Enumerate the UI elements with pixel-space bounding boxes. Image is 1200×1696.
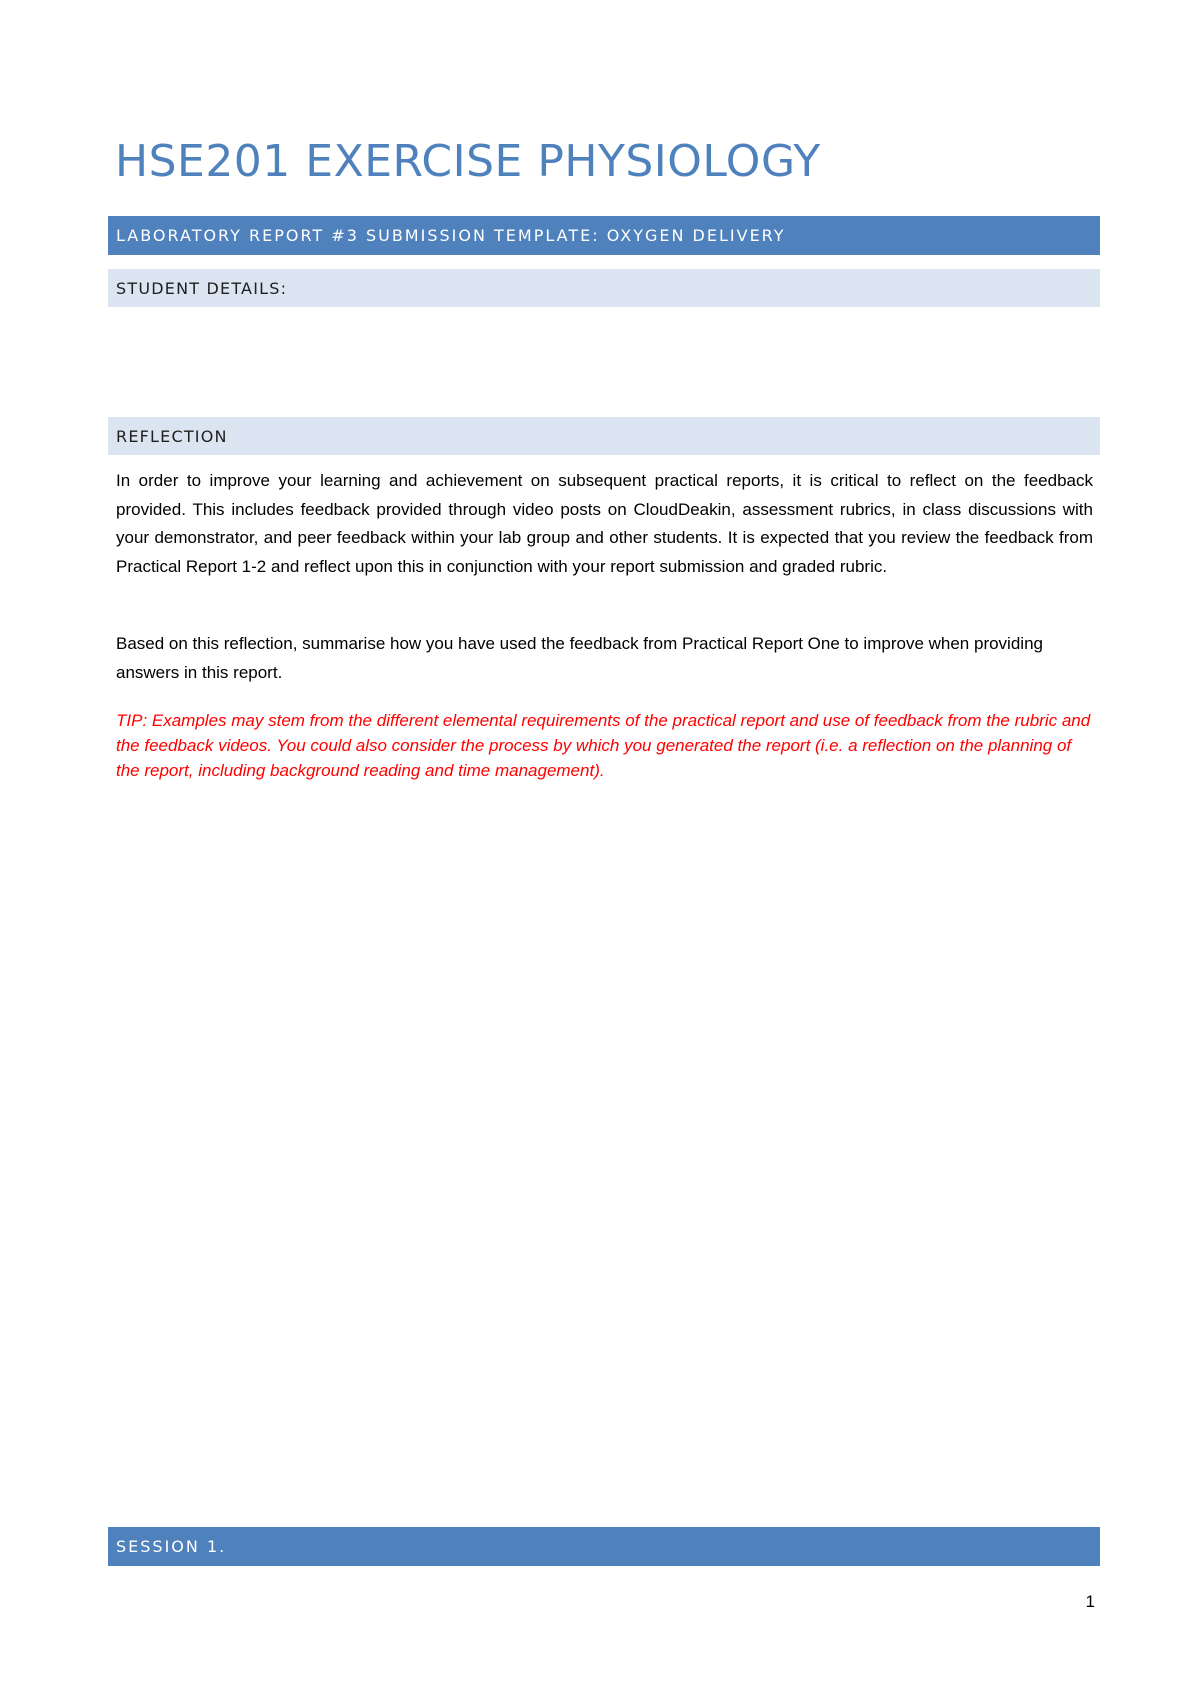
- reflection-paragraph-1: In order to improve your learning and achievement on subsequent practical reports, it is critical to reflect on the feedback provided. This includes feedback provided through video posts on CloudDeakin, assessment rubrics, in class discussions with your demonstrator, and peer feedback within your lab group and other students. It is expected that you review the feedback from Practical Report 1-2 and reflect upon this in conjunction with your report submission and graded rubric.: [116, 471, 1093, 576]
- lab-report-heading-band: [108, 216, 1100, 255]
- session-heading-band: [108, 1527, 1100, 1566]
- reflection-paragraph-2: Based on this reflection, summarise how you have used the feedback from Practical Report One to improve when providing answers in this report.: [116, 634, 1043, 682]
- document-title: HSE201 EXERCISE PHYSIOLOGY: [115, 136, 821, 187]
- page-number: 1: [1085, 1592, 1095, 1611]
- student-details-band: [108, 269, 1100, 307]
- session-heading: SESSION 1.: [116, 1537, 227, 1556]
- reflection-heading: REFLECTION: [116, 426, 228, 446]
- reflection-tip: TIP: Examples may stem from the different elemental requirements of the practical report and use of feedback from the rubric and the feedback videos. You could also consider the process by which you generated the report (i.e. a reflection on the planning of the report, including background reading and time management).: [116, 711, 1091, 780]
- reflection-band: [108, 417, 1100, 455]
- student-details-heading: STUDENT DETAILS:: [116, 278, 288, 298]
- lab-report-heading: LABORATORY REPORT #3 SUBMISSION TEMPLATE: OXYGEN DELIVERY: [116, 226, 786, 245]
